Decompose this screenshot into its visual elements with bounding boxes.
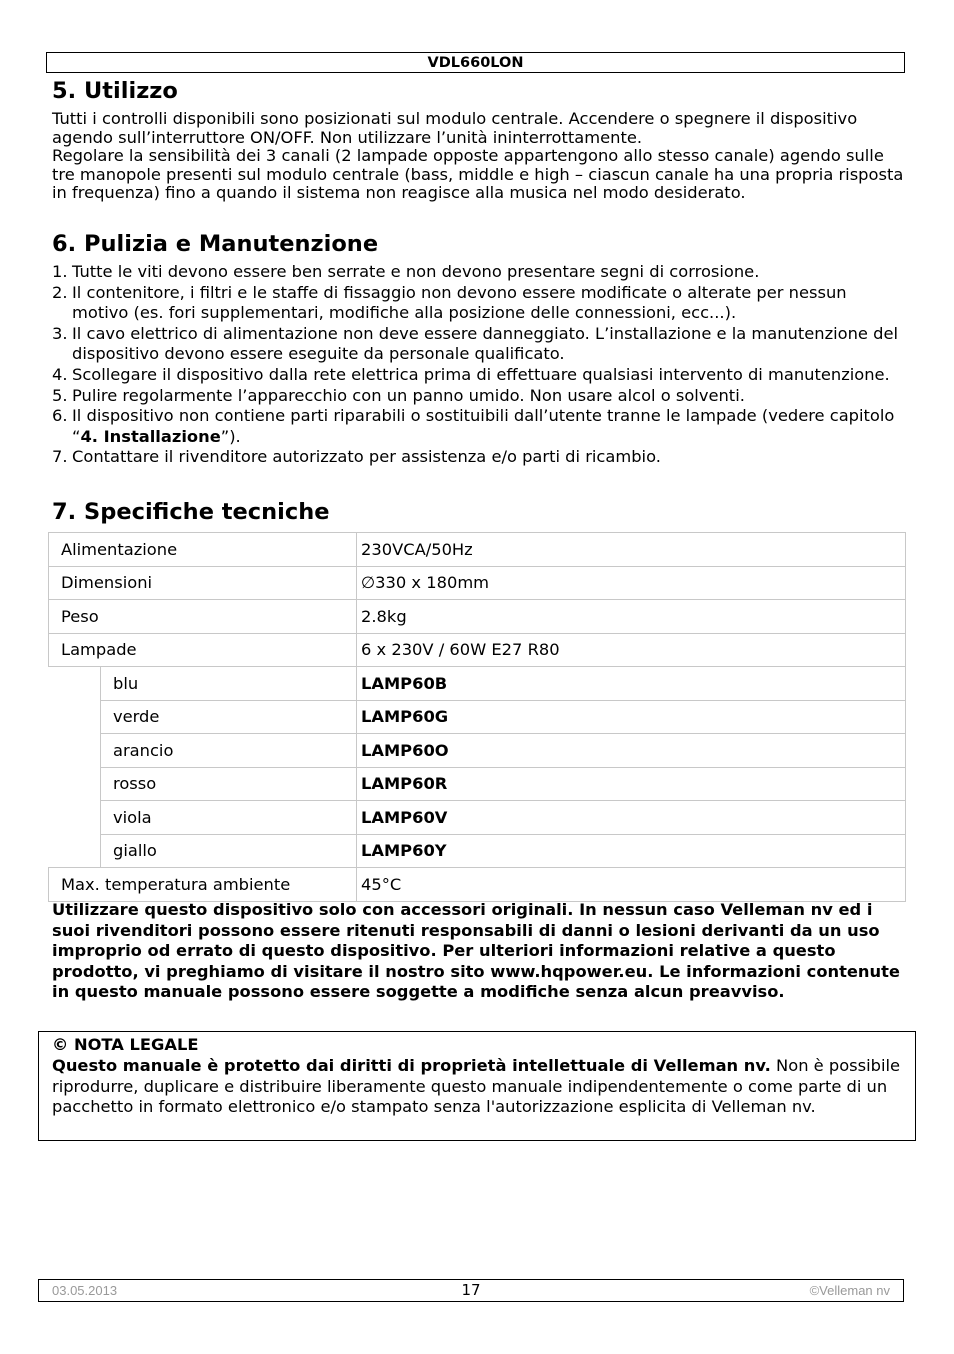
lamp-color: arancio <box>101 734 357 768</box>
section-7-title: 7. Specifiche tecniche <box>52 499 330 525</box>
table-row <box>49 868 906 902</box>
list-item: 4. Scollegare il dispositivo dalla rete elettrica prima di effettuare qualsiasi intervento di manutenzione. <box>52 364 890 384</box>
spec-label: Peso <box>49 600 357 634</box>
legal-title: © NOTA LEGALE <box>52 1035 199 1054</box>
footer-date: 03.05.2013 <box>52 1283 118 1298</box>
section-6-title: 6. Pulizia e Manutenzione <box>52 231 379 257</box>
table-row <box>49 700 906 734</box>
list-item: 7. Contattare il rivenditore autorizzato per assistenza e/o parti di ricambio. <box>52 447 661 467</box>
lamp-color: viola <box>101 801 357 835</box>
table-row <box>49 600 906 634</box>
table-row <box>49 566 906 600</box>
lamp-color: giallo <box>101 834 357 868</box>
model-name: VDL660LON <box>427 55 524 71</box>
lamp-color: verde <box>101 700 357 734</box>
spec-value: ∅330 x 180mm <box>357 566 906 600</box>
section-5-paragraph-1: Tutti i controlli disponibili sono posizionati sul modulo centrale. Accendere o spegnere il dispositivo agendo sull’interruttore ON/OFF. Non utilizzare l’unità ininterrottamente. <box>52 109 858 147</box>
table-row <box>49 667 906 701</box>
section-5-paragraph-2: Regolare la sensibilità dei 3 canali (2 lampade opposte appartengono allo stesso canale) agendo sulle tre manopole presenti sul modulo centrale (bass, middle e high – ciascun canale ha una propria risposta in frequenza) fino a quando il sistema non reagisce alla musica nel modo desiderato. <box>52 146 904 202</box>
spec-label: Alimentazione <box>49 533 357 567</box>
spec-label: Lampade <box>49 633 357 667</box>
section-5-title: 5. Utilizzo <box>52 78 178 104</box>
table-row <box>49 834 906 868</box>
list-item: 1. Tutte le viti devono essere ben serrate e non devono presentare segni di corrosione. <box>52 262 760 281</box>
lamp-code: LAMP60V <box>357 801 906 835</box>
page-footer <box>38 1279 904 1302</box>
maintenance-list <box>52 262 908 468</box>
list-item: 2. Il contenitore, i filtri e le staffe di fissaggio non devono essere modificate o alterate per nessun motivo (es. fori supplementari, modifiche alla posizione delle connessioni, ecc...). <box>52 282 847 323</box>
lamp-color: blu <box>101 667 357 701</box>
spec-label: Dimensioni <box>49 566 357 600</box>
spec-value: 2.8kg <box>357 600 906 634</box>
table-row <box>49 734 906 768</box>
spec-value: 6 x 230V / 60W E27 R80 <box>357 633 906 667</box>
lamp-code: LAMP60R <box>357 767 906 801</box>
document-header <box>46 52 905 73</box>
spec-value: 45°C <box>357 868 906 902</box>
lamp-color: rosso <box>101 767 357 801</box>
table-row <box>49 801 906 835</box>
legal-notice <box>38 1031 916 1141</box>
lamp-code: LAMP60O <box>357 734 906 768</box>
list-item: 6. Il dispositivo non contiene parti riparabili o sostituibili dall’utente tranne le lampade (vedere capitolo “4. Installazione”). <box>52 406 895 446</box>
footer-copyright: ©Velleman nv <box>809 1283 890 1298</box>
table-row <box>49 767 906 801</box>
lamp-code: LAMP60Y <box>357 834 906 868</box>
table-row <box>49 633 906 667</box>
lamp-code: LAMP60B <box>357 667 906 701</box>
spec-label: Max. temperatura ambiente <box>49 868 357 902</box>
specifications-table <box>48 532 906 902</box>
table-row <box>49 533 906 567</box>
warning-note: Utilizzare questo dispositivo solo con accessori originali. In nessun caso Velleman nv ed i suoi rivenditori possono essere ritenuti responsabili di danni o lesioni derivanti da un uso improprio od errato di questo dispositivo. Per ulteriori informazioni relative a questo prodotto, vi preghiamo di visitare il nostro sito www.hqpower.eu. Le informazioni contenute in questo manuale possono essere soggette a modifiche senza alcun preavviso. <box>52 900 900 1002</box>
list-item: 3. Il cavo elettrico di alimentazione non deve essere danneggiato. L’installazione e la manutenzione del dispositivo devono essere eseguite da personale qualificato. <box>52 323 898 364</box>
page-number: 17 <box>461 1281 481 1299</box>
chapter-reference: 4. Installazione <box>80 426 221 446</box>
spec-value: 230VCA/50Hz <box>357 533 906 567</box>
legal-body: Questo manuale è protetto dai diritti di proprietà intellettuale di Velleman nv. Non è possibile riprodurre, duplicare e distribuire liberamente questo manuale indipendentemente o come parte di un pacchetto in formato elettronico e/o stampato senza l'autorizzazione esplicita di Velleman nv. <box>52 1055 901 1117</box>
list-item: 5. Pulire regolarmente l’apparecchio con un panno umido. Non usare alcol o solventi. <box>52 385 745 405</box>
lamp-code: LAMP60G <box>357 700 906 734</box>
